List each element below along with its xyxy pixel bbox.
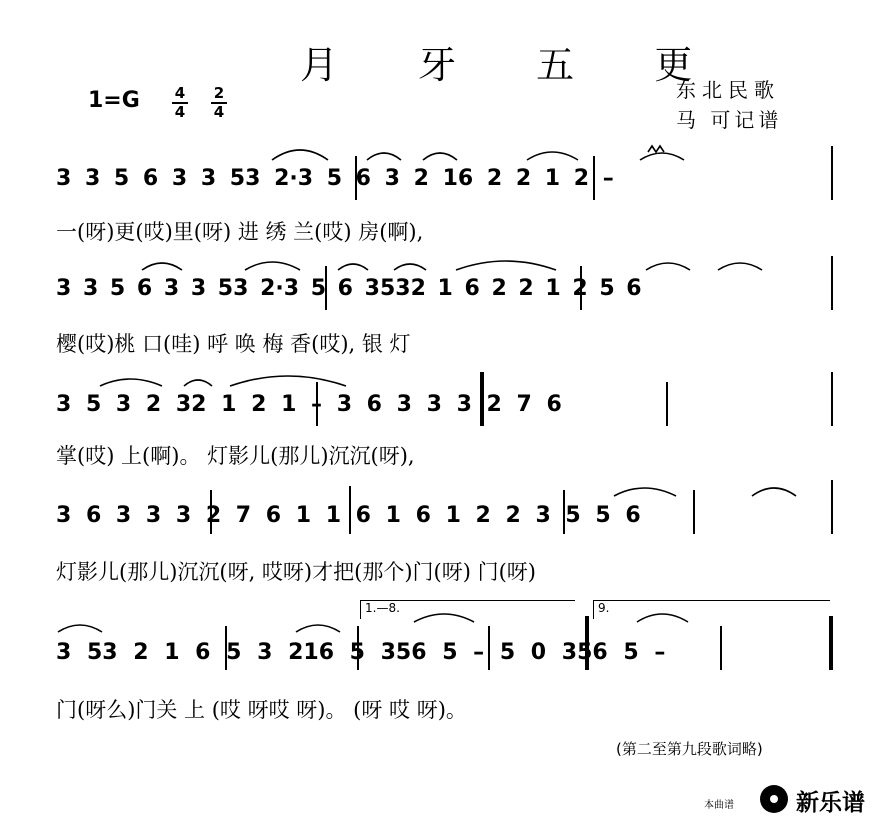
notation-line-1: 3 3 5 6 3 3 53 2·3 5 6 3 2 16 2 2 1 2 –: [56, 166, 614, 191]
key-signature: 1=G: [88, 88, 140, 113]
logo-brand-text: 新乐谱: [796, 790, 865, 816]
second-ending: 9.: [593, 600, 830, 619]
time-signature-2-4: 2 4: [211, 86, 227, 120]
logo-caption: 本曲谱: [704, 800, 734, 811]
lyrics-line-3: 掌(哎) 上(啊)。 灯影儿(那儿)沉沉(呀),: [56, 444, 415, 468]
lyrics-line-4: 灯影儿(那儿)沉沉(呀, 哎呀)才把(那个)门(呀) 门(呀): [56, 560, 536, 584]
song-origin: 东北民歌: [676, 78, 780, 102]
music-disc-icon: [760, 785, 788, 813]
lyrics-line-2: 樱(哎)桃 口(哇) 呼 唤 梅 香(哎), 银 灯: [56, 332, 411, 356]
song-title: 月 牙 五 更: [300, 43, 727, 87]
arranger-credit: 马 可记谱: [676, 108, 783, 132]
notation-line-2: 3 3 5 6 3 3 53 2·3 5 6 3532 1 6 2 2 1 2 5 6: [56, 276, 642, 301]
lyrics-line-5: 门(呀么)门关 上 (哎 呀哎 呀)。 (呀 哎 呀)。: [56, 698, 467, 722]
lyrics-line-1: 一(呀)更(哎)里(呀) 进 绣 兰(哎) 房(啊),: [56, 220, 424, 244]
time-signature-4-4: 4 4: [172, 86, 188, 120]
lyrics-omitted-note: (第二至第九段歌词略): [616, 740, 763, 758]
notation-line-4: 3 6 3 3 3 2 7 6 1 1 6 1 6 1 2 2 3 5 5 6: [56, 503, 641, 528]
first-ending: 1.—8.: [360, 600, 575, 619]
notation-line-3: 3 5 3 2 32 1 2 1 – 3 6 3 3 3 2 7 6: [56, 392, 562, 417]
notation-line-5: 3 53 2 1 6 5 3 216 5 356 5 – 5 0 356 5 –: [56, 640, 666, 665]
